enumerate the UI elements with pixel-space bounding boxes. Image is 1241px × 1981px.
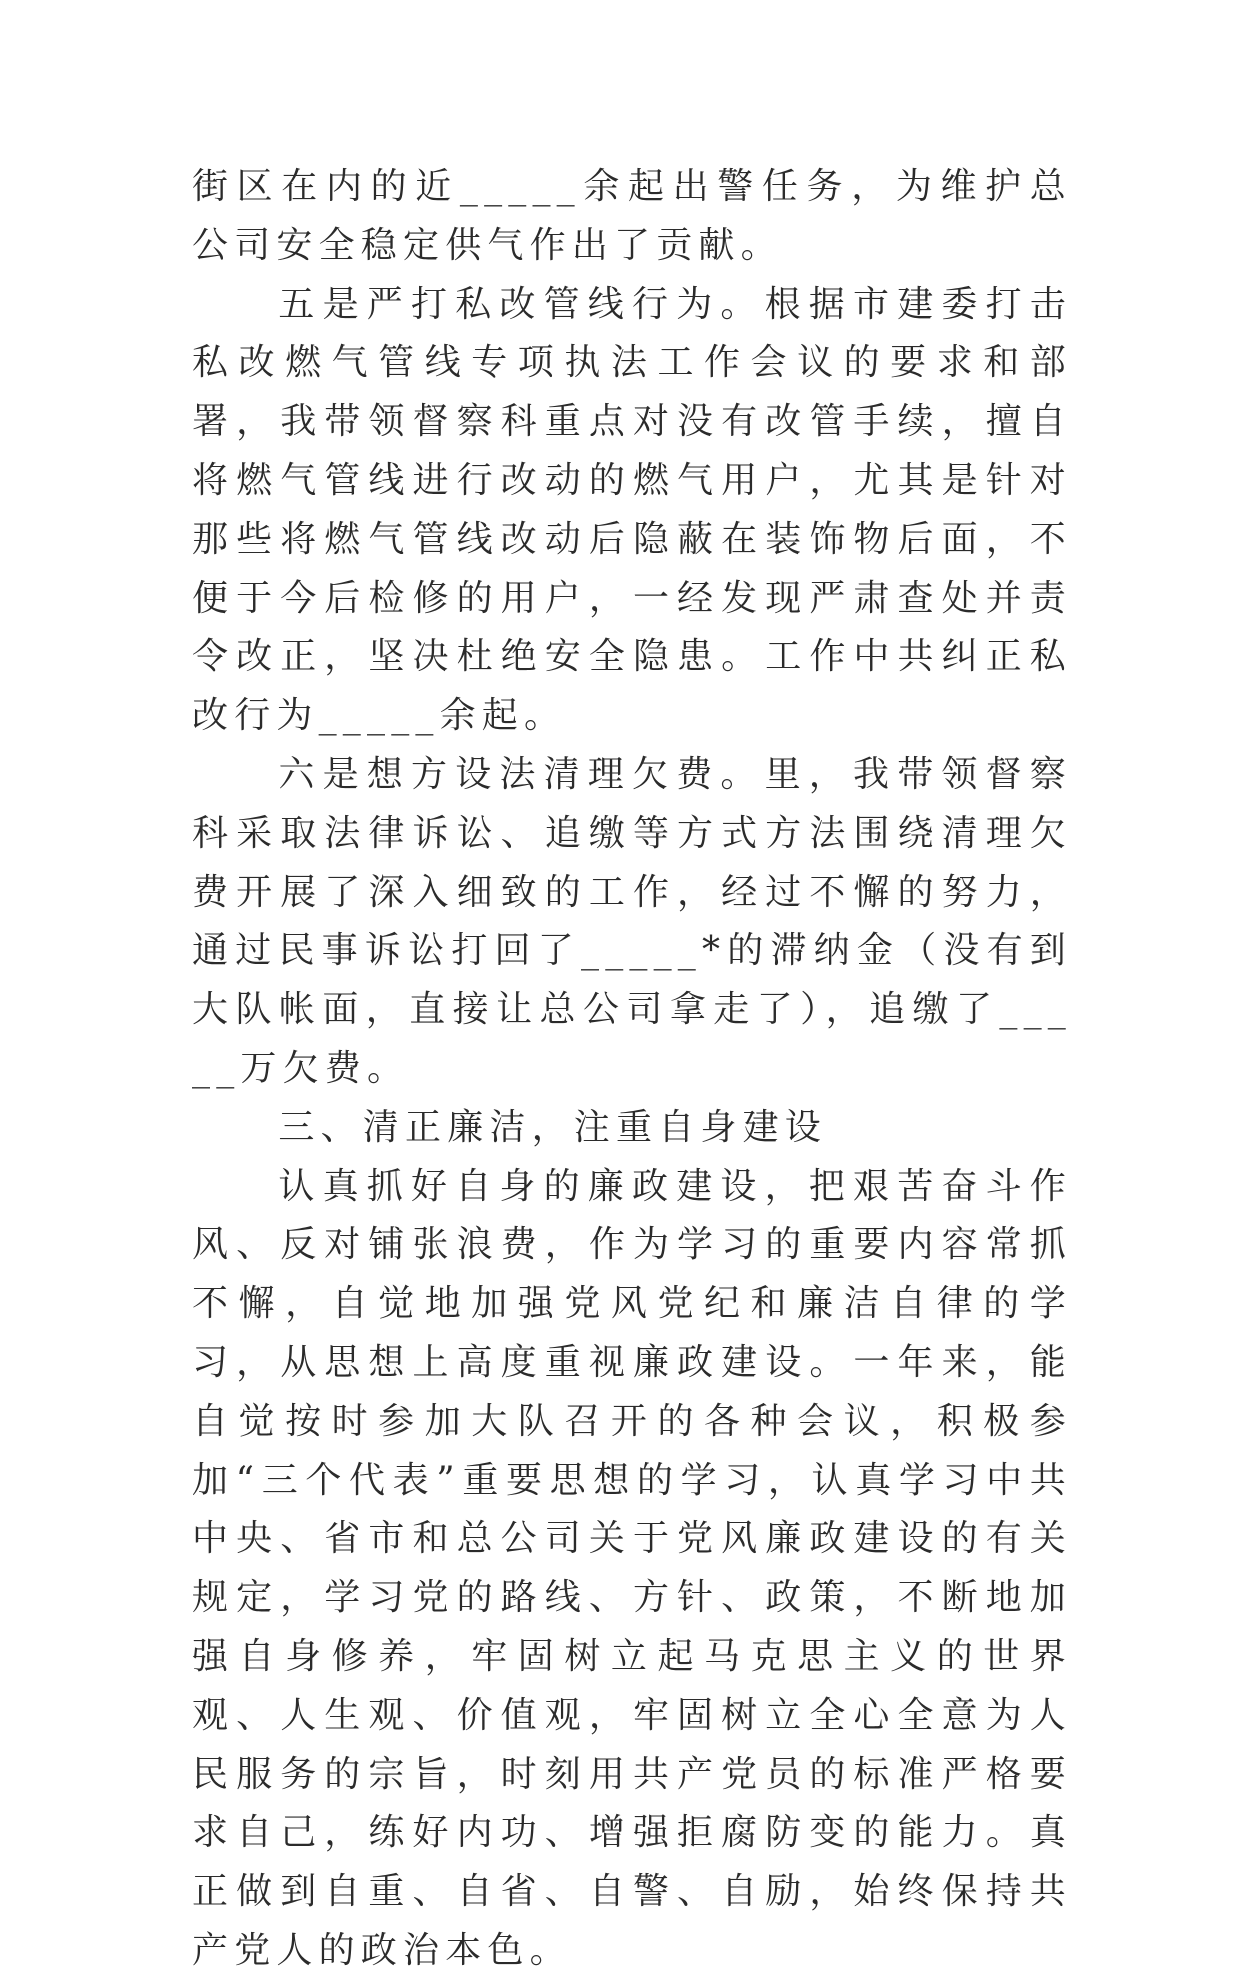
paragraph-street-tasks: 街区在内的近_____余起出警任务，为维护总公司安全稳定供气作出了贡献。 bbox=[192, 166, 1072, 266]
paragraph-pipeline-enforcement: 五是严打私改管线行为。根据市建委打击私改燃气管线专项执法工作会议的要求和部署，我带领督察科重点对没有改管手续，擅自将燃气管线进行改动的燃气用户，尤其是针对那些将燃气管线改动后隐蔽在装饰物后面，不便于今后检修的用户，一经发现严肃查处并责令改正，坚决杜绝安全隐患。工作中共纠正私改行为_____余起。 bbox=[192, 283, 1072, 737]
paragraph-arrears-clearing: 六是想方设法清理欠费。里，我带领督察科采取法律诉讼、追缴等方式方法围绕清理欠费开展了深入细致的工作，经过不懈的努力，通过民事诉讼打回了_____*的滞纳金（没有到大队帐面，直接让总公司拿走了），追缴了_____万欠费。 bbox=[192, 753, 1072, 1089]
paragraph-self-discipline: 认真抓好自身的廉政建设，把艰苦奋斗作风、反对铺张浪费，作为学习的重要内容常抓不懈，自觉地加强党风党纪和廉洁自律的学习，从思想上高度重视廉政建设。一年来，能自觉按时参加大队召开的各种会议，积极参加“三个代表”重要思想的学习，认真学习中共中央、省市和总公司关于党风廉政建设的有关规定，学习党的路线、方针、政策，不断地加强自身修养，牢固树立起马克思主义的世界观、人生观、价值观，牢固树立全心全意为人民服务的宗旨，时刻用共产党员的标准严格要求自己，练好内功、增强拒腐防变的能力。真正做到自重、自省、自警、自励，始终保持共产党人的政治本色。 bbox=[192, 1165, 1072, 1971]
section-heading-integrity: 三、清正廉洁，注重自身建设 bbox=[278, 1106, 827, 1148]
document-body bbox=[192, 158, 1072, 1981]
